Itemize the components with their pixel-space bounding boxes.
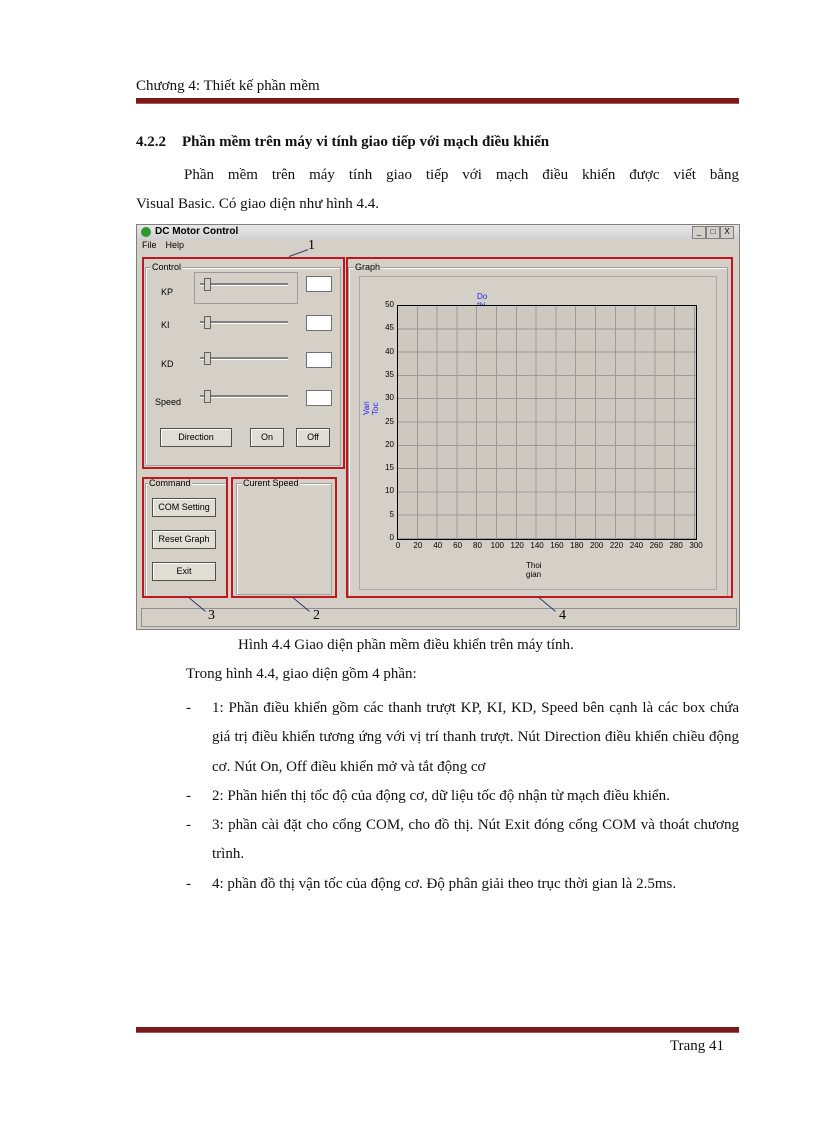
menu-help[interactable]: Help — [165, 240, 185, 250]
x-tick-label: 260 — [649, 541, 663, 550]
annotation-box-graph — [346, 257, 733, 598]
list-item — [186, 694, 739, 782]
header-rule — [136, 98, 739, 104]
callout-2: 2 — [313, 608, 320, 623]
list-item — [186, 782, 739, 811]
bullet-text: 4: phần đồ thị vận tốc của động cơ. Độ phân giải theo trục thời gian là 2.5ms. — [212, 875, 677, 892]
page-number: Trang 41 — [670, 1038, 725, 1054]
y-tick-label: 50 — [385, 300, 394, 309]
menu-bar — [137, 240, 739, 253]
x-tick-label: 140 — [530, 541, 544, 550]
control-caption: Control — [152, 262, 182, 272]
bullet-text: 3: phần cài đặt cho cổng COM, cho đồ thị. Nút Exit đóng cổng COM và thoát chương trình. — [212, 817, 739, 863]
minimize-button[interactable]: _ — [692, 226, 706, 239]
bullet-dash: - — [186, 787, 191, 804]
y-tick-label: 45 — [385, 323, 394, 333]
section-number: 4.2.2 — [136, 134, 166, 150]
x-tick-label: 20 — [413, 541, 423, 550]
y-tick-label: 10 — [385, 486, 394, 496]
intro-line-1: Phần mềm trên máy tính giao tiếp với mạch điều khiển được viết bằng — [184, 167, 739, 183]
footer-rule — [136, 1027, 739, 1033]
callout-1: 1 — [308, 238, 315, 253]
y-tick-label: 0 — [389, 533, 394, 542]
direction-button[interactable]: Direction — [160, 428, 232, 447]
x-tick-label: 220 — [609, 541, 624, 550]
chart-ylabel: Van Toc — [362, 401, 380, 415]
app-icon — [141, 227, 151, 237]
maximize-button[interactable]: □ — [706, 226, 720, 239]
y-tick-label: 35 — [385, 369, 394, 379]
bullet-text: 2: Phần hiển thị tốc độ của động cơ, dữ liệu tốc độ nhận từ mạch điều khiển. — [212, 787, 670, 804]
x-tick-label: 0 — [395, 541, 401, 550]
callout-3: 3 — [208, 608, 215, 623]
reset-graph-button[interactable]: Reset Graph — [152, 530, 216, 549]
x-tick-label: 80 — [473, 541, 482, 550]
on-button[interactable]: On — [250, 428, 284, 447]
chart-xlabel: Thoi gian — [526, 561, 542, 579]
y-tick-label: 40 — [385, 346, 394, 356]
y-tick-label: 20 — [385, 439, 394, 449]
menu-file[interactable]: File — [142, 240, 157, 250]
annotation-box-control — [142, 257, 345, 469]
close-button[interactable]: X — [720, 226, 734, 239]
figure-caption: Hình 4.4 Giao diện phần mềm điều khiển trên máy tính. — [238, 637, 574, 653]
bullet-dash: - — [186, 875, 191, 892]
y-tick-label: 5 — [389, 509, 394, 519]
graph-caption: Graph — [355, 262, 381, 272]
annotation-box-speed — [231, 477, 337, 598]
kd-label: KD — [161, 359, 174, 369]
list-intro: Trong hình 4.4, giao diện gồm 4 phần: — [186, 666, 417, 682]
list-item — [186, 870, 739, 899]
x-tick-label: 200 — [589, 541, 604, 550]
intro-paragraph — [136, 161, 739, 219]
kp-label: KP — [161, 287, 174, 297]
x-tick-label: 240 — [629, 541, 644, 550]
ki-label: KI — [161, 320, 170, 330]
exit-button[interactable]: Exit — [152, 562, 216, 581]
y-tick-label: 25 — [385, 416, 394, 426]
list-item — [186, 811, 739, 870]
current-speed-caption: Curent Speed — [243, 478, 299, 488]
y-tick-label: 30 — [385, 393, 394, 403]
chart-title: Do — [477, 292, 488, 301]
y-tick-label: 15 — [385, 463, 394, 473]
x-tick-label: 300 — [689, 541, 703, 550]
annotation-box-command — [142, 477, 228, 598]
speed-label: Speed — [155, 397, 182, 407]
x-tick-label: 120 — [510, 541, 524, 550]
command-caption: Command — [149, 478, 191, 488]
off-button[interactable]: Off — [296, 428, 330, 447]
bullet-dash: - — [186, 817, 191, 834]
intro-line-2: Visual Basic. Có giao diện như hình 4.4. — [136, 196, 380, 212]
x-tick-label: 60 — [453, 541, 463, 550]
status-bar — [141, 608, 737, 627]
x-tick-label: 180 — [570, 541, 584, 550]
com-setting-button[interactable]: COM Setting — [152, 498, 216, 517]
x-tick-label: 100 — [490, 541, 504, 550]
window-title: DC Motor Control — [155, 226, 239, 237]
x-tick-label: 40 — [433, 541, 443, 550]
section-title: Phần mềm trên máy vi tính giao tiếp với mạch điều khiển — [182, 134, 550, 150]
x-tick-label: 280 — [669, 541, 683, 550]
bullet-list — [186, 694, 739, 899]
x-tick-label: 160 — [550, 541, 564, 550]
app-window — [136, 224, 740, 630]
section-heading — [136, 134, 549, 151]
callout-4: 4 — [559, 608, 566, 623]
bullet-dash: - — [186, 700, 191, 716]
chapter-header: Chương 4: Thiết kế phần mềm — [136, 78, 320, 94]
title-bar — [137, 225, 739, 240]
bullet-text: 1: Phần điều khiển gồm các thanh trượt KP, KI, KD, Speed bên cạnh là các box chứa giá trị điều khiển tương ứng với vị trí thanh trượt. Nút Direction điều khiển chiều động cơ. Nút On, Off điều khiển mở và tắt động cơ — [212, 700, 739, 775]
